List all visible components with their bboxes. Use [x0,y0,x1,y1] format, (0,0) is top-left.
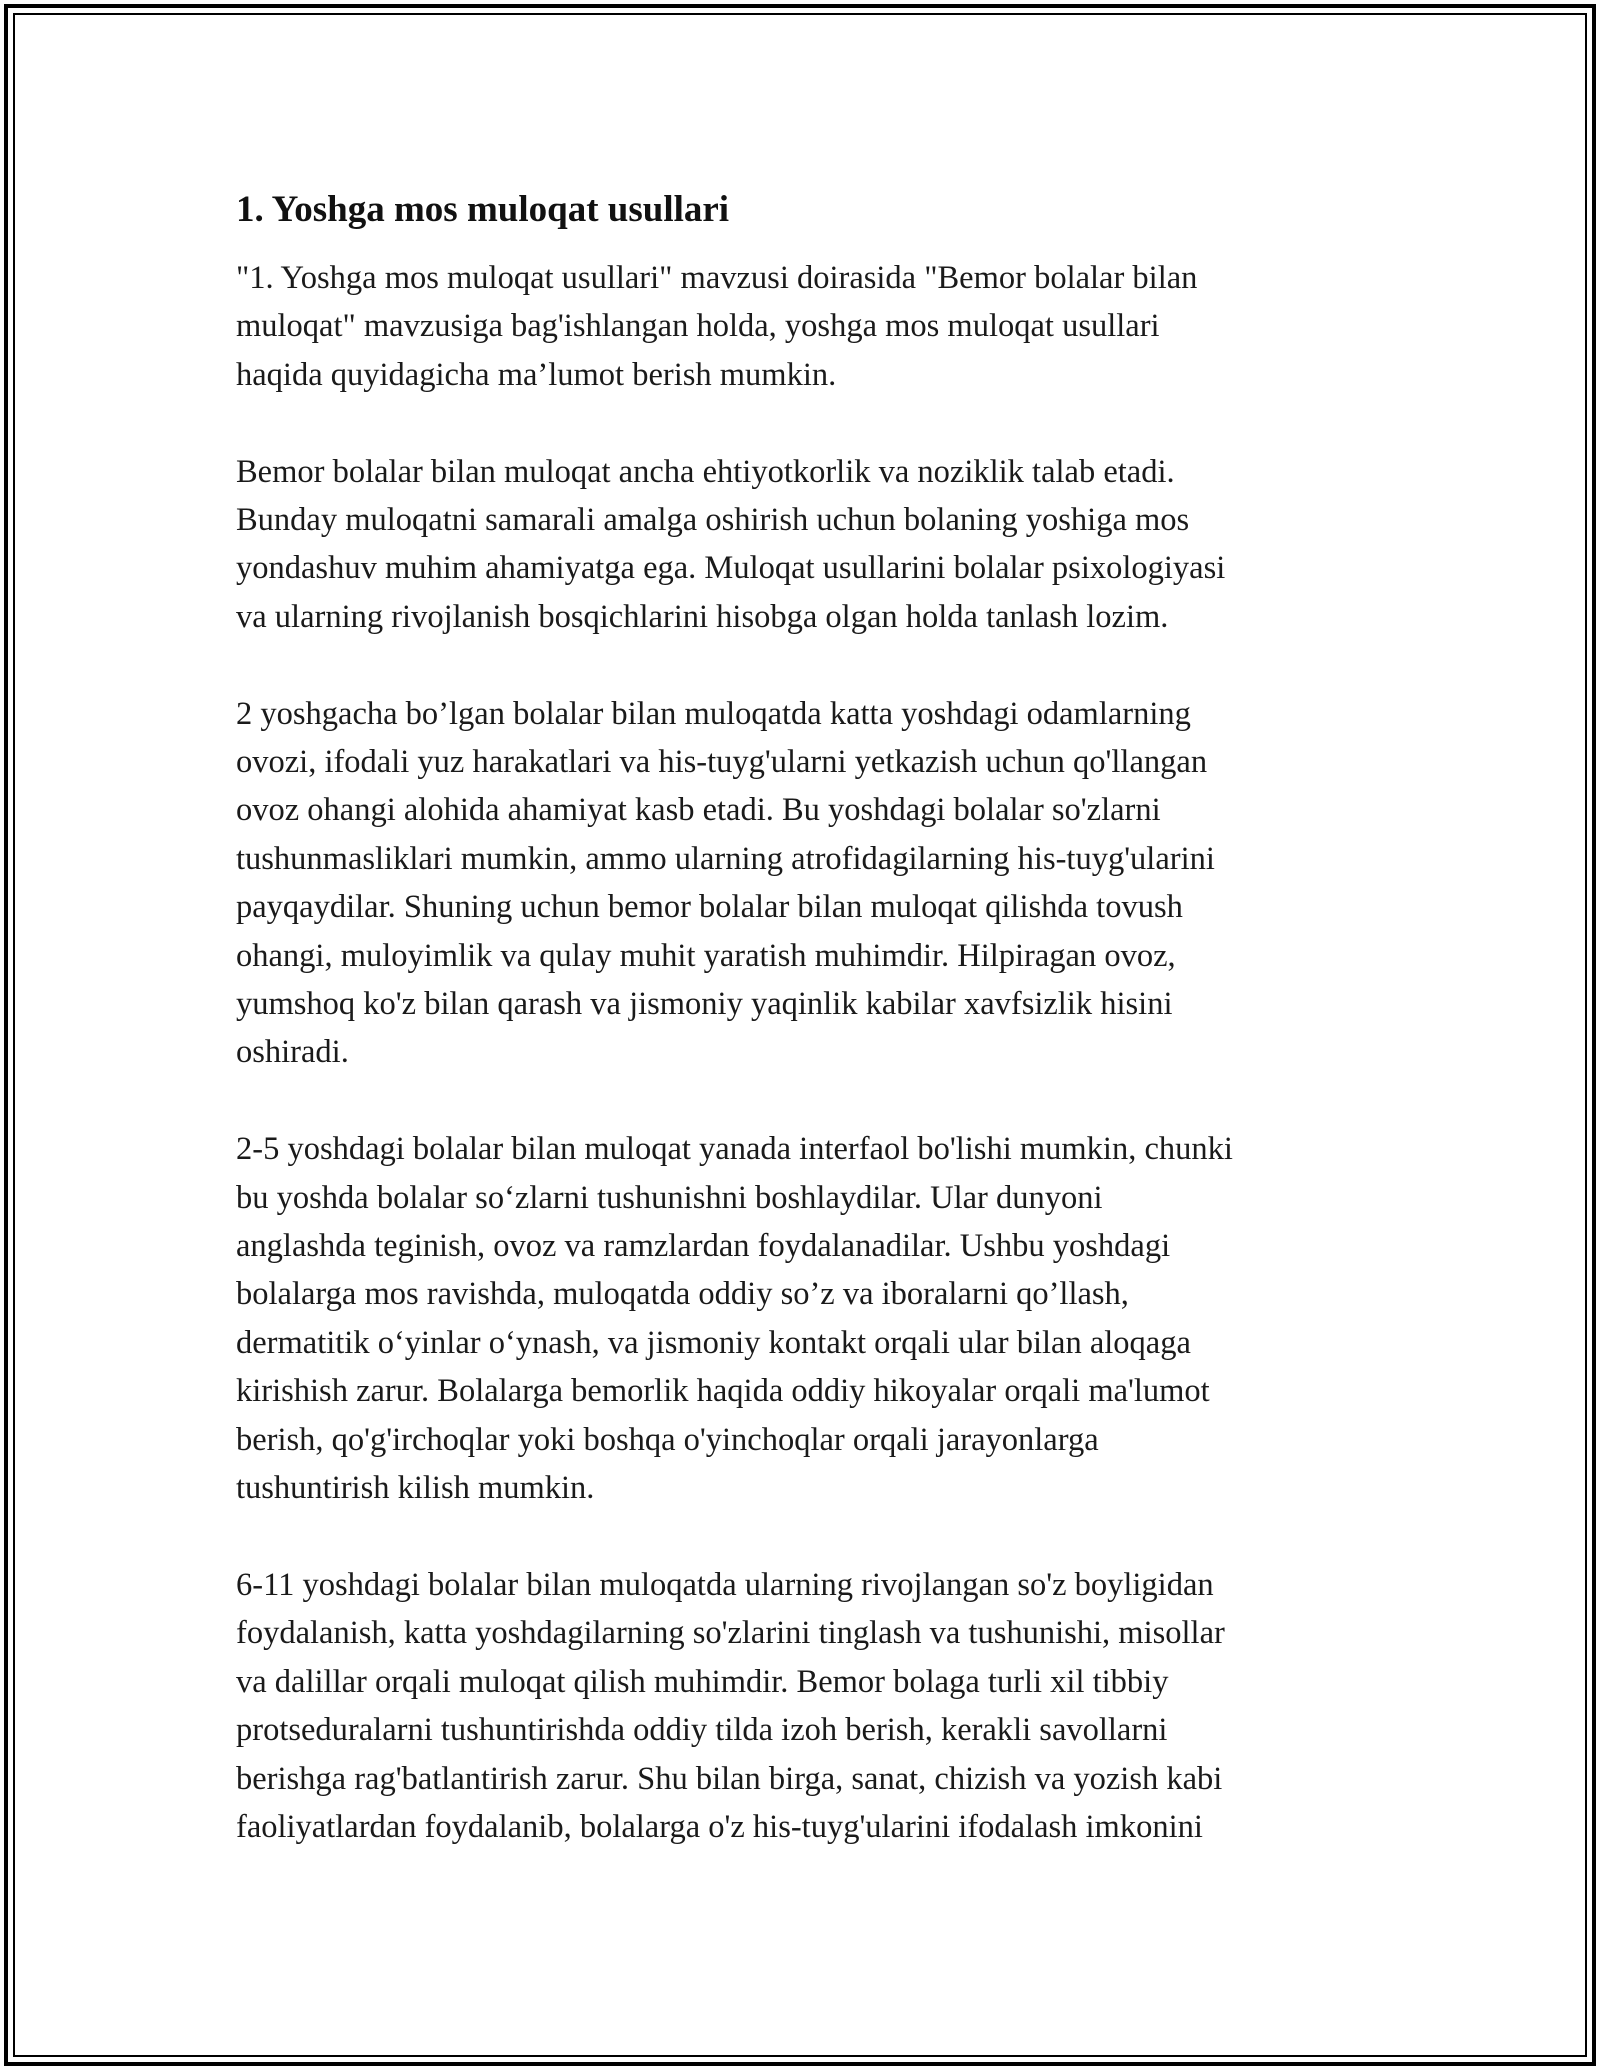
text-line: oshiradi. [236,1034,349,1071]
text-line: 2 yoshgacha bo’lgan bolalar bilan muloqatda katta yoshdagi odamlarning [236,695,1191,732]
paragraph-intro [236,254,1371,399]
text-line: Bunday muloqatni samarali amalga oshirish uchun bolaning yoshiga mos [236,502,1190,539]
text-line: bolalarga mos ravishda, muloqatda oddiy so’z va iboralarni qo’llash, [236,1276,1129,1313]
text-line: ohangi, muloyimlik va qulay muhit yaratish muhimdir. Hilpiragan ovoz, [236,937,1176,974]
text-line: va ularning rivojlanish bosqichlarini hisobga olgan holda tanlash lozim. [236,598,1169,635]
paragraph-age-6-11 [236,1561,1371,1851]
text-line: dermatitik o‘yinlar o‘ynash, va jismoniy kontakt orqali ular bilan aloqaga [236,1324,1191,1361]
text-line: ovozi, ifodali yuz harakatlari va his-tuyg'ularni yetkazish uchun qo'llangan [236,744,1208,781]
text-line: berish, qo'g'irchoqlar yoki boshqa o'yinchoqlar orqali jarayonlarga [236,1421,1099,1458]
text-line: Bemor bolalar bilan muloqat ancha ehtiyotkorlik va noziklik talab etadi. [236,453,1175,490]
text-line: haqida quyidagicha ma’lumot berish mumkin. [236,356,837,393]
text-line: payqaydilar. Shuning uchun bemor bolalar bilan muloqat qilishda tovush [236,889,1183,926]
text-line: tushunmasliklari mumkin, ammo ularning atrofidagilarning his-tuyg'ularini [236,840,1215,877]
text-line: kirishish zarur. Bolalarga bemorlik haqida oddiy hikoyalar orqali ma'lumot [236,1373,1210,1410]
text-line: foydalanish, katta yoshdagilarning so'zlarini tinglash va tushunishi, misollar [236,1615,1225,1652]
section-heading: 1. Yoshga mos muloqat usullari [236,189,730,230]
document-body [236,186,1371,1900]
text-line: 6-11 yoshdagi bolalar bilan muloqatda ularning rivojlangan so'z boyligidan [236,1566,1214,1603]
text-line: va dalillar orqali muloqat qilish muhimdir. Bemor bolaga turli xil tibbiy [236,1663,1169,1700]
text-line: faoliyatlardan foydalanib, bolalarga o'z his-tuyg'ularini ifodalash imkonini [236,1808,1203,1845]
text-line: ovoz ohangi alohida ahamiyat kasb etadi. Bu yoshdagi bolalar so'zlarni [236,792,1161,829]
text-line: "1. Yoshga mos muloqat usullari" mavzusi doirasida "Bemor bolalar bilan [236,260,1198,296]
text-line: berishga rag'batlantirish zarur. Shu bilan birga, sanat, chizish va yozish kabi [236,1760,1223,1797]
paragraph-general [236,448,1371,642]
text-line: muloqat" mavzusiga bag'ishlangan holda, yoshga mos muloqat usullari [236,308,1160,345]
paragraph-age-2-5 [236,1125,1371,1512]
text-line: anglashda teginish, ovoz va ramzlardan foydalanadilar. Ushbu yoshdagi [236,1228,1171,1265]
text-line: bu yoshda bolalar so‘zlarni tushunishni boshlaydilar. Ular dunyoni [236,1179,1103,1216]
text-line: protseduralarni tushuntirishda oddiy tilda izoh berish, kerakli savollarni [236,1712,1168,1749]
text-line: yondashuv muhim ahamiyatga ega. Muloqat usullarini bolalar psixologiyasi [236,550,1226,587]
text-line: 2-5 yoshdagi bolalar bilan muloqat yanada interfaol bo'lishi mumkin, chunki [236,1131,1233,1168]
paragraph-age-under-2 [236,690,1371,1077]
text-line: tushuntirish kilish mumkin. [236,1470,595,1507]
text-line: yumshoq ko'z bilan qarash va jismoniy yaqinlik kabilar xavfsizlik hisini [236,986,1173,1023]
